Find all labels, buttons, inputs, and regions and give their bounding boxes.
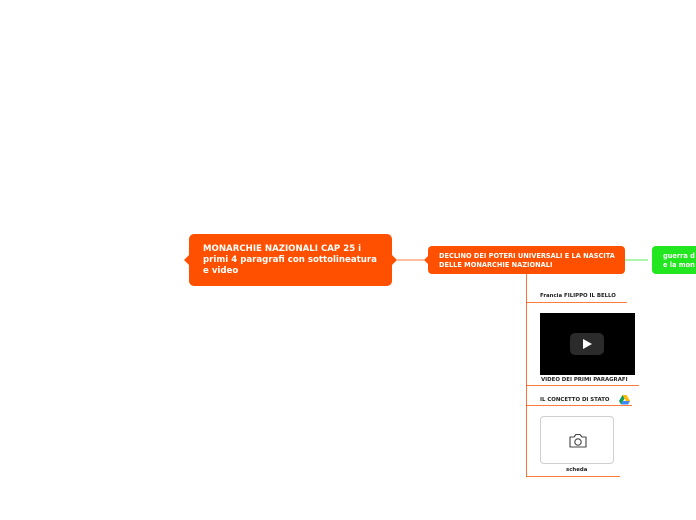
video-thumbnail[interactable] [540,313,635,375]
scheda-image-placeholder[interactable] [540,416,614,464]
root-topic-text: MONARCHIE NAZIONALI CAP 25 i primi 4 paragrafi con sottolineatura e video [203,244,377,276]
subtopic-francia[interactable]: Francia FILIPPO IL BELLO [540,293,616,299]
google-drive-icon[interactable] [619,395,630,405]
main-topic-text: DECLINO DEI POTERI UNIVERSALI E LA NASCITA DELLE MONARCHIE NAZIONALI [439,252,615,269]
green-topic-node[interactable] [652,246,696,274]
subtopic-scheda[interactable]: scheda [566,467,588,473]
camera-icon [568,433,588,449]
green-topic-text-line2: e la mon [663,260,695,269]
root-topic-node[interactable] [189,234,392,286]
play-icon[interactable] [570,333,604,355]
main-topic-node[interactable] [428,246,625,274]
green-topic-text-line1: guerra d [663,252,695,260]
subtopic-stato[interactable]: IL CONCETTO DI STATO [540,397,610,403]
subtopic-video[interactable]: VIDEO DEI PRIMI PARAGRAFI [541,377,628,383]
